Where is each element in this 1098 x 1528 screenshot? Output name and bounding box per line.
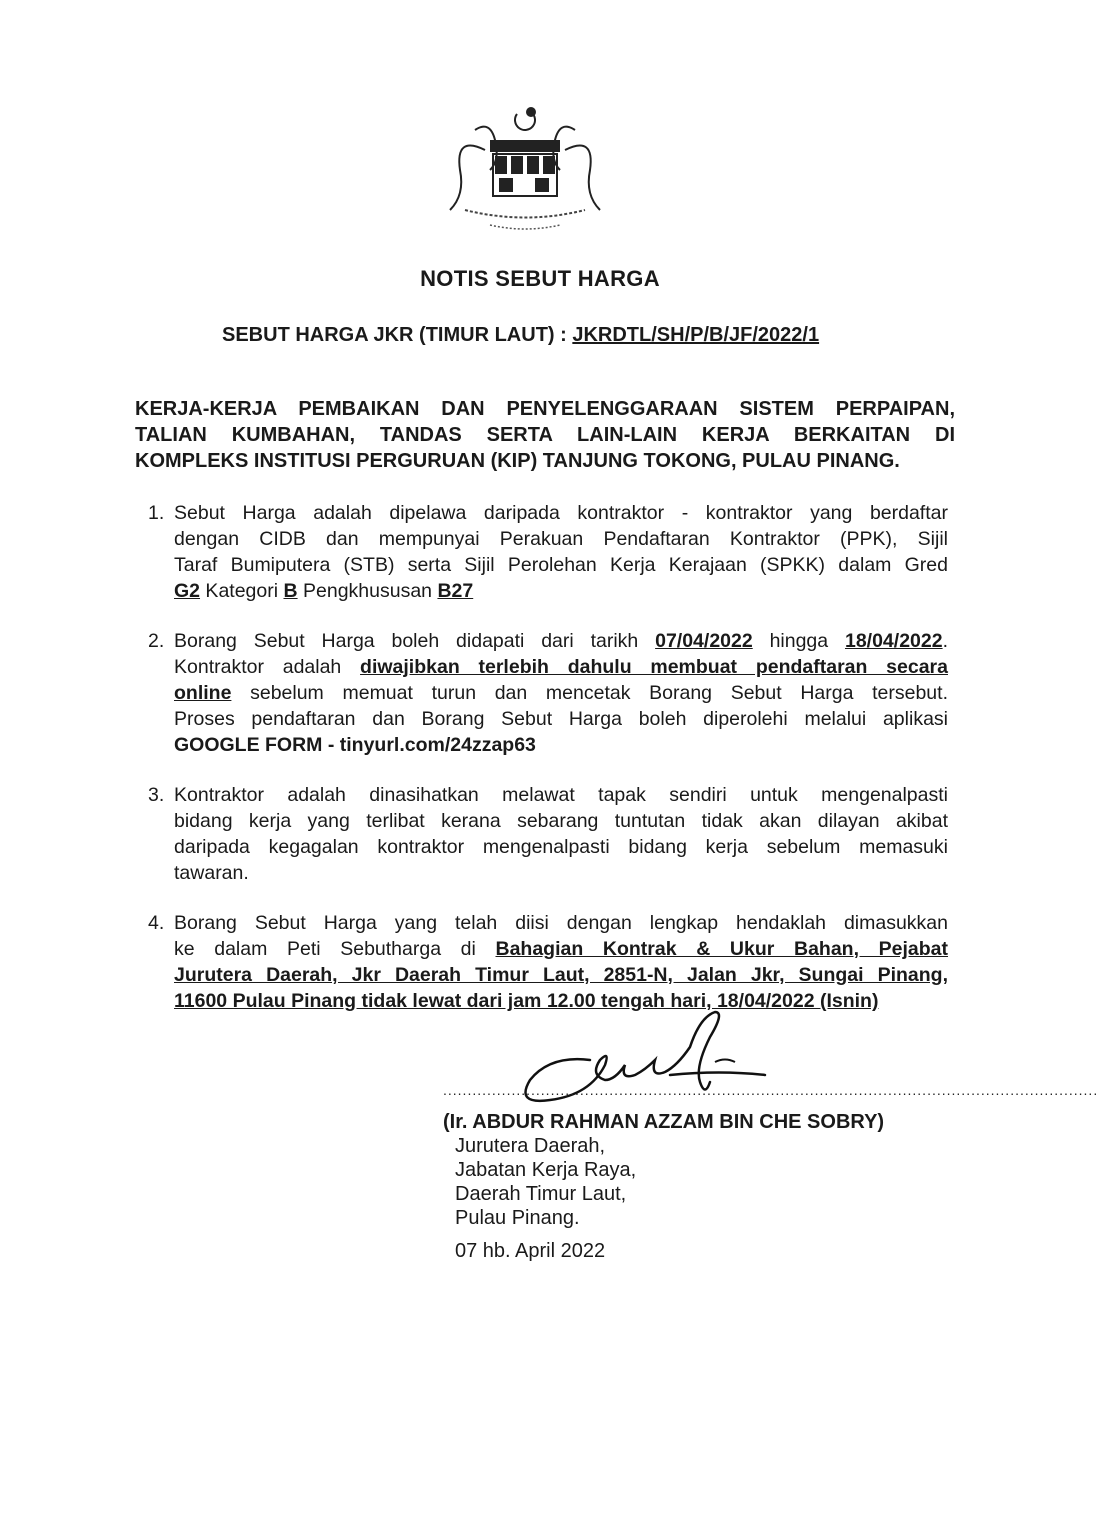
signer-title: Jurutera Daerah, <box>455 1135 606 1157</box>
signer-state: Pulau Pinang. <box>455 1207 580 1229</box>
pengkhususan-label: Pengkhususan <box>297 580 438 602</box>
reference-code: JKRDTL/SH/P/B/JF/2022/1 <box>572 324 820 346</box>
item-text: sebelum memuat turun dan mencetak Borang Sebut Harga tersebut. <box>231 682 948 704</box>
submission-deadline: 11600 Pulau Pinang tidak lewat dari jam 12.00 tengah hari, 18/04/2022 (Isnin) <box>174 990 879 1012</box>
submission-address: Bahagian Kontrak & Ukur Bahan, Pejabat <box>495 938 949 960</box>
item-text: Borang Sebut Harga boleh didapati dari tarikh <box>174 630 656 652</box>
signer-name: (Ir. ABDUR RAHMAN AZZAM BIN CHE SOBRY) <box>443 1111 885 1133</box>
date-from: 07/04/2022 <box>655 630 753 652</box>
item-number: 4. <box>148 912 165 934</box>
subject-line: KERJA-KERJA PEMBAIKAN DAN PENYELENGGARAAN SISTEM PERPAIPAN, <box>135 398 955 420</box>
notice-subject <box>135 396 955 474</box>
item-text: ke dalam Peti Sebutharga di <box>174 938 496 960</box>
item-line <box>174 578 948 604</box>
notice-title: NOTIS SEBUT HARGA <box>420 266 660 291</box>
item-line: Taraf Bumiputera (STB) serta Sijil Perolehan Kerja Kerajaan (SPKK) dalam Gred <box>174 554 948 576</box>
item-line: Borang Sebut Harga yang telah diisi dengan lengkap hendaklah dimasukkan <box>174 912 948 934</box>
notice-item-4 <box>148 910 948 1014</box>
item-text: . <box>942 630 949 652</box>
reference-label: SEBUT HARGA JKR (TIMUR LAUT) : <box>222 324 573 346</box>
registration-emphasis: diwajibkan terlebih dahulu membuat pendaftaran secara <box>360 656 948 678</box>
signer-block <box>443 1110 885 1230</box>
malaysia-coat-of-arms-icon <box>435 100 615 240</box>
notice-item-2 <box>148 628 948 758</box>
item-text: hingga <box>752 630 845 652</box>
notice-date: 07 hb. April 2022 <box>455 1240 606 1262</box>
item-line: Kontraktor adalah dinasihatkan melawat tapak sendiri untuk mengenalpasti <box>174 784 948 806</box>
item-line: tawaran. <box>174 862 249 884</box>
online-emphasis: online <box>174 682 232 704</box>
grade-value: G2 <box>174 580 201 602</box>
item-line: bidang kerja yang terlibat kerana sebarang tuntutan tidak akan dilayan akibat <box>174 810 948 832</box>
date-to: 18/04/2022 <box>844 630 943 652</box>
item-number: 1. <box>148 502 165 524</box>
kategori-label: Kategori <box>200 580 284 602</box>
reference-line <box>222 324 819 347</box>
item-line <box>174 680 948 706</box>
item-number: 3. <box>148 784 165 806</box>
pengkhususan-value: B27 <box>437 580 474 602</box>
item-line: Sebut Harga adalah dipelawa daripada kontraktor - kontraktor yang berdaftar <box>174 502 948 524</box>
notice-item-1 <box>148 500 948 604</box>
item-line <box>174 654 948 680</box>
notice-items <box>148 500 948 1038</box>
submission-address: Jurutera Daerah, Jkr Daerah Timur Laut, 2851-N, Jalan Jkr, Sungai Pinang, <box>174 964 948 986</box>
signer-department: Jabatan Kerja Raya, <box>455 1159 637 1181</box>
kategori-value: B <box>283 580 298 602</box>
signer-district: Daerah Timur Laut, <box>455 1183 627 1205</box>
item-line: Proses pendaftaran dan Borang Sebut Harga boleh diperolehi melalui aplikasi <box>174 708 948 730</box>
item-line <box>174 628 948 654</box>
item-number: 2. <box>148 630 165 652</box>
item-line: dengan CIDB dan mempunyai Perakuan Pendaftaran Kontraktor (PPK), Sijil <box>174 528 948 550</box>
item-text: Kontraktor adalah <box>174 656 361 678</box>
notice-item-3 <box>148 782 948 886</box>
item-line <box>174 936 948 962</box>
subject-line: KOMPLEKS INSTITUSI PERGURUAN (KIP) TANJUNG TOKONG, PULAU PINANG. <box>135 450 900 472</box>
signature-line: ...................................................................................................................................... <box>443 1082 1098 1098</box>
item-line: daripada kegagalan kontraktor mengenalpasti bidang kerja sebelum memasuki <box>174 836 948 858</box>
subject-line: TALIAN KUMBAHAN, TANDAS SERTA LAIN-LAIN KERJA BERKAITAN DI <box>135 424 955 446</box>
google-form-link: GOOGLE FORM - tinyurl.com/24zzap63 <box>174 734 536 756</box>
